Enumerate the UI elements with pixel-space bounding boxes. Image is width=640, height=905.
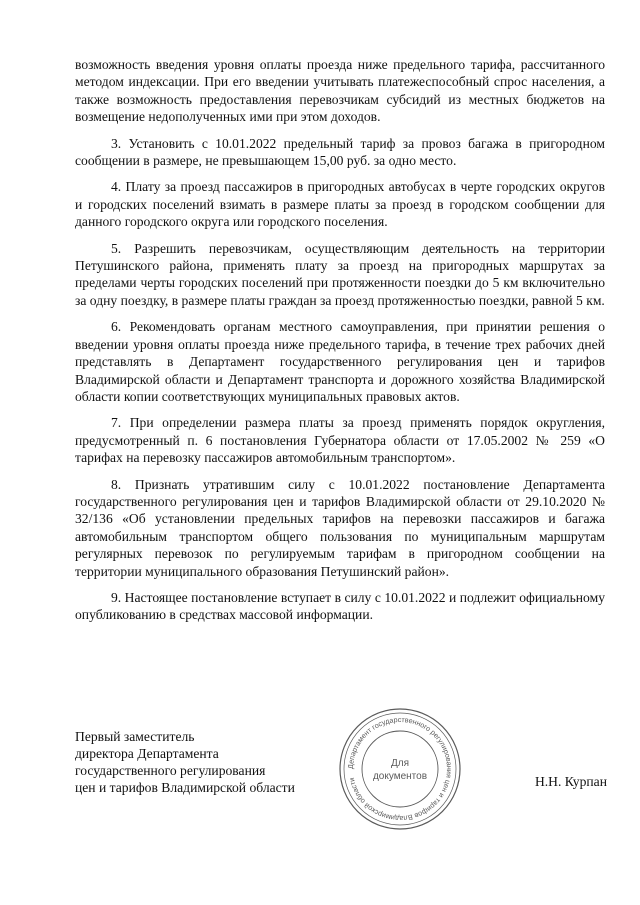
official-seal xyxy=(337,706,463,832)
document-body xyxy=(75,56,605,633)
paragraph-9: 9. Настоящее постановление вступает в силу с 10.01.2022 и подлежит официальному опубликованию в средствах массовой информации. xyxy=(75,589,605,623)
signer-title-line: цен и тарифов Владимирской области xyxy=(75,780,295,795)
paragraph-4: 4. Плату за проезд пассажиров в пригородных автобусах в черте городских округов и городских поселений взимать в размере платы за проезд в городском сообщении для данного городского округа или городского поселения. xyxy=(75,179,605,230)
signer-title-line: директора Департамента xyxy=(75,746,219,761)
signer-name: Н.Н. Курпан xyxy=(534,774,607,789)
seal-ring-text: Департамент государственного регулирования цен и тарифов Владимирской области xyxy=(345,714,455,824)
signature-block xyxy=(75,714,607,824)
signer-title-line: государственного регулирования xyxy=(75,763,266,778)
paragraph-8: 8. Признать утратившим силу с 10.01.2022 постановление Департамента государственного регулирования цен и тарифов Владимирской области от 29.10.2020 № 32/136 «Об установлении предельных тарифов на перевозки пассажиров и багажа автомобильным транспортом общего пользования по муниципальным маршрутам регулярных перевозок по регулируемым тарифам в пригородном сообщении на территории муниципального образования Петушинский район». xyxy=(75,476,605,579)
paragraph-3: 3. Установить с 10.01.2022 предельный тариф за провоз багажа в пригородном сообщении в размере, не превышающем 15,00 руб. за одно место. xyxy=(75,135,605,169)
signer-title-line: Первый заместитель xyxy=(75,729,195,744)
seal-center-line-2: документов xyxy=(372,771,428,782)
seal-icon xyxy=(337,706,463,832)
paragraph-6: 6. Рекомендовать органам местного самоуправления, при принятии решения о введении уровня оплаты проезда ниже предельного тарифа, в течение трех рабочих дней представлять в Департамент государственного регулирования цен и тарифов Владимирской области и Департамент транспорта и дорожного хозяйства Владимирской области копии соответствующих муниципальных правовых актов. xyxy=(75,319,605,404)
paragraph-7: 7. При определении размера платы за проезд применять порядок округления, предусмотренный п. 6 постановления Губернатора области от 17.05.2002 № 259 «О тарифах на перевозку пассажиров автомобильным транспортом». xyxy=(75,415,605,466)
seal-center-line-1: Для xyxy=(390,758,410,769)
signer-title xyxy=(75,728,295,796)
paragraph-5: 5. Разрешить перевозчикам, осуществляющим деятельность на территории Петушинского района, применять плату за проезд на пригородных маршрутах за пределами черты городских поселений при протяженности поездки до 5 км включительно за одну поездку, в размере платы граждан за проезд протяженностью поездки, равной 5 км. xyxy=(75,240,605,308)
paragraph-2-continuation: возможность введения уровня оплаты проезда ниже предельного тарифа, рассчитанного методом индексации. При его введении учитывать платежеспособный спрос населения, а также возможность предоставления перевозчикам субсидий из местных бюджетов на возмещение недополученных ими при этом доходов. xyxy=(75,57,605,125)
